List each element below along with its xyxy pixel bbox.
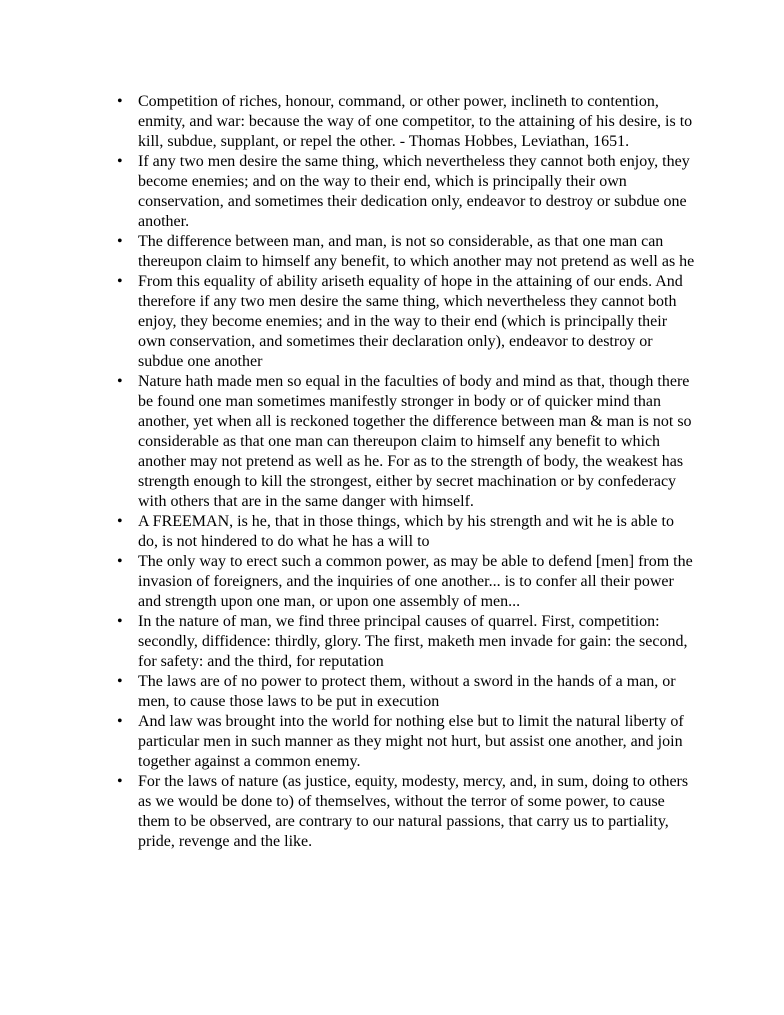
list-item [115,712,695,772]
quote-list [115,92,695,852]
bullet-icon: • [117,673,123,690]
bullet-icon: • [117,613,123,630]
list-item [115,612,695,672]
list-item [115,232,695,272]
quote-text: And law was brought into the world for nothing else but to limit the natural liberty of particular men in such manner as they might not hurt, but assist one another, and join together against a common enemy. [138,713,684,770]
list-item [115,372,695,512]
list-item [115,272,695,372]
list-item [115,672,695,712]
list-item [115,512,695,552]
list-item [115,772,695,852]
quote-text: In the nature of man, we find three principal causes of quarrel. First, competition: secondly, diffidence: thirdly, glory. The first, maketh men invade for gain: the second, for safety: and the third, for reputation [138,613,688,670]
quote-text: The only way to erect such a common power, as may be able to defend [men] from the invasion of foreigners, and the inquiries of one another... is to confer all their power and strength upon one man, or upon one assembly of men... [138,553,693,610]
quote-text: From this equality of ability ariseth equality of hope in the attaining of our ends. And therefore if any two men desire the same thing, which nevertheless they cannot both enjoy, they become enemies; and in the way to their end (which is principally their own conservation, and sometimes their declaration only), endeavor to destroy or subdue one another [138,273,683,370]
bullet-icon: • [117,713,123,730]
quote-text: Competition of riches, honour, command, or other power, inclineth to contention, enmity, and war: because the way of one competitor, to the attaining of his desire, is to kill, subdue, supplant, or repel the other. - Thomas Hobbes, Leviathan, 1651. [138,93,693,150]
list-item [115,552,695,612]
quote-text: The laws are of no power to protect them, without a sword in the hands of a man, or men, to cause those laws to be put in execution [138,673,676,710]
bullet-icon: • [117,373,123,390]
quote-text: Nature hath made men so equal in the faculties of body and mind as that, though there be found one man sometimes manifestly stronger in body or of quicker mind than another, yet when all is reckoned together the difference between man & man is not so considerable as that one man can thereupon claim to himself any benefit to which another may not pretend as well as he. For as to the strength of body, the weakest has strength enough to kill the strongest, either by secret machination or by confederacy with others that are in the same danger with himself. [138,373,692,510]
list-item [115,152,695,232]
bullet-icon: • [117,553,123,570]
bullet-icon: • [117,513,123,530]
bullet-icon: • [117,153,123,170]
list-item [115,92,695,152]
quote-text: The difference between man, and man, is not so considerable, as that one man can thereupon claim to himself any benefit, to which another may not pretend as well as he [138,233,695,270]
quote-text: If any two men desire the same thing, which nevertheless they cannot both enjoy, they become enemies; and on the way to their end, which is principally their own conservation, and sometimes their dedication only, endeavor to destroy or subdue one another. [138,153,690,230]
quote-text: For the laws of nature (as justice, equity, modesty, mercy, and, in sum, doing to others as we would be done to) of themselves, without the terror of some power, to cause them to be observed, are contrary to our natural passions, that carry us to partiality, pride, revenge and the like. [138,773,689,850]
bullet-icon: • [117,273,123,290]
bullet-icon: • [117,233,123,250]
quote-text: A FREEMAN, is he, that in those things, which by his strength and wit he is able to do, is not hindered to do what he has a will to [138,513,674,550]
bullet-icon: • [117,93,123,110]
bullet-icon: • [117,773,123,790]
